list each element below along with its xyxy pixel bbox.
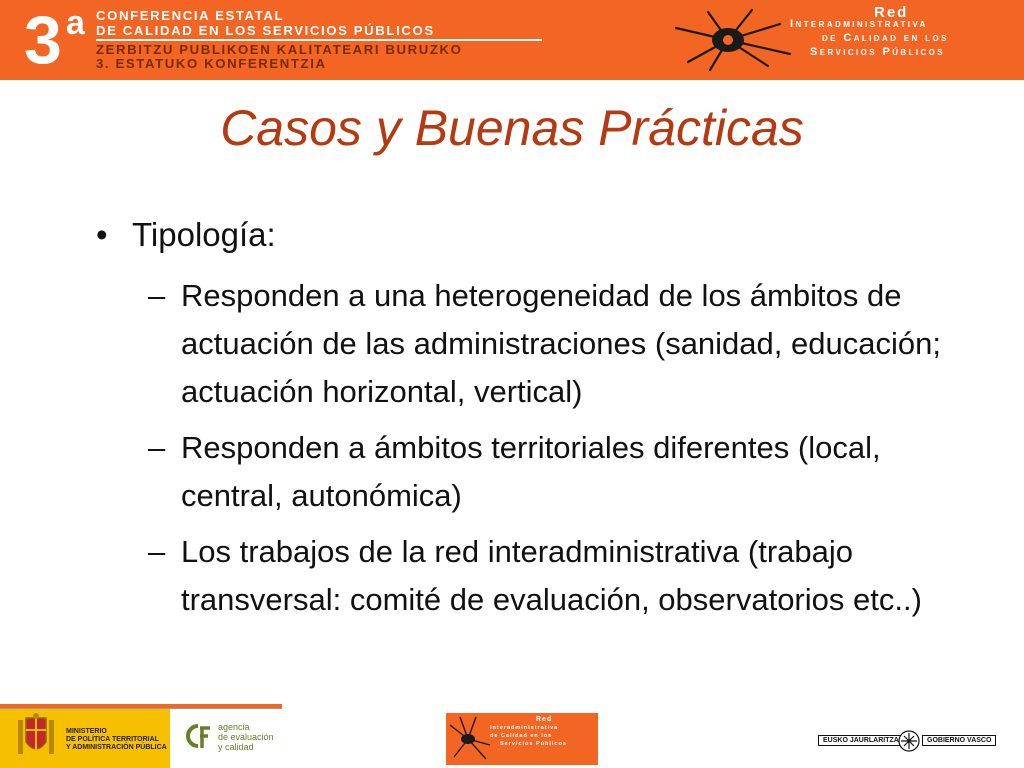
conference-line-4: 3. ESTATUKO KONFERENTZIA: [96, 56, 327, 71]
conference-line-2: DE CALIDAD EN LOS SERVICIOS PÚBLICOS: [96, 23, 435, 38]
network-footer-line-1: Interadministrativa: [490, 725, 559, 731]
conference-number-superscript: a: [66, 4, 85, 42]
ministry-line-2: DE POLÍTICA TERRITORIAL: [66, 736, 159, 743]
subitem-text: Responden a una heterogeneidad de los ámbitos de actuación de las administraciones (sanidad, educación; actuación horizontal, vertical): [181, 278, 941, 409]
agency-line-1: agencia: [218, 722, 250, 732]
conference-line-3: ZERBITZU PUBLIKOEN KALITATEARI BURUZKO: [96, 42, 463, 57]
subitem-text: Los trabajos de la red interadministrativa (trabajo transversal: comité de evaluación, observatorios etc..): [181, 534, 922, 617]
network-line-1: Interadministrativa: [790, 18, 928, 30]
ministry-label: [66, 728, 167, 752]
dash-icon: –: [148, 430, 166, 465]
basque-government-label-eu: EUSKO JAURLARITZA: [818, 735, 904, 746]
network-footer-title: Red: [536, 716, 553, 723]
ministry-line-3: Y ADMINISTRACIÓN PÚBLICA: [66, 744, 167, 751]
ministry-line-1: MINISTERIO: [66, 728, 107, 735]
dash-icon: –: [148, 278, 166, 313]
basque-seal-icon: [898, 730, 920, 752]
bullet-icon: •: [96, 216, 108, 253]
network-title: Red: [874, 4, 909, 21]
coat-of-arms-icon: [14, 712, 58, 762]
subitem-text: Responden a ámbitos territoriales diferentes (local, central, autonómica): [181, 430, 881, 513]
dash-icon: –: [148, 534, 166, 569]
bullet-text: Tipología:: [132, 216, 276, 253]
agency-label: [218, 722, 274, 752]
agency-logo-icon: [180, 718, 216, 754]
agency-line-3: y calidad: [218, 742, 254, 752]
conference-line-1: CONFERENCIA ESTATAL: [96, 8, 285, 23]
conference-divider: [96, 39, 542, 41]
agency-line-2: de evaluación: [218, 732, 274, 742]
network-footer-icon: [446, 713, 494, 763]
basque-government-label-es: GOBIERNO VASCO: [922, 735, 996, 746]
network-line-3: Servicios Públicos: [810, 46, 946, 58]
slide-title: Casos y Buenas Prácticas: [220, 100, 804, 156]
network-footer-line-2: de Calidad en los: [490, 733, 553, 739]
network-logo-icon: [668, 6, 798, 74]
conference-number: 3: [24, 2, 62, 78]
network-line-2: de Calidad en los: [822, 32, 949, 44]
network-footer-line-3: Servicios Públicos: [500, 741, 567, 747]
